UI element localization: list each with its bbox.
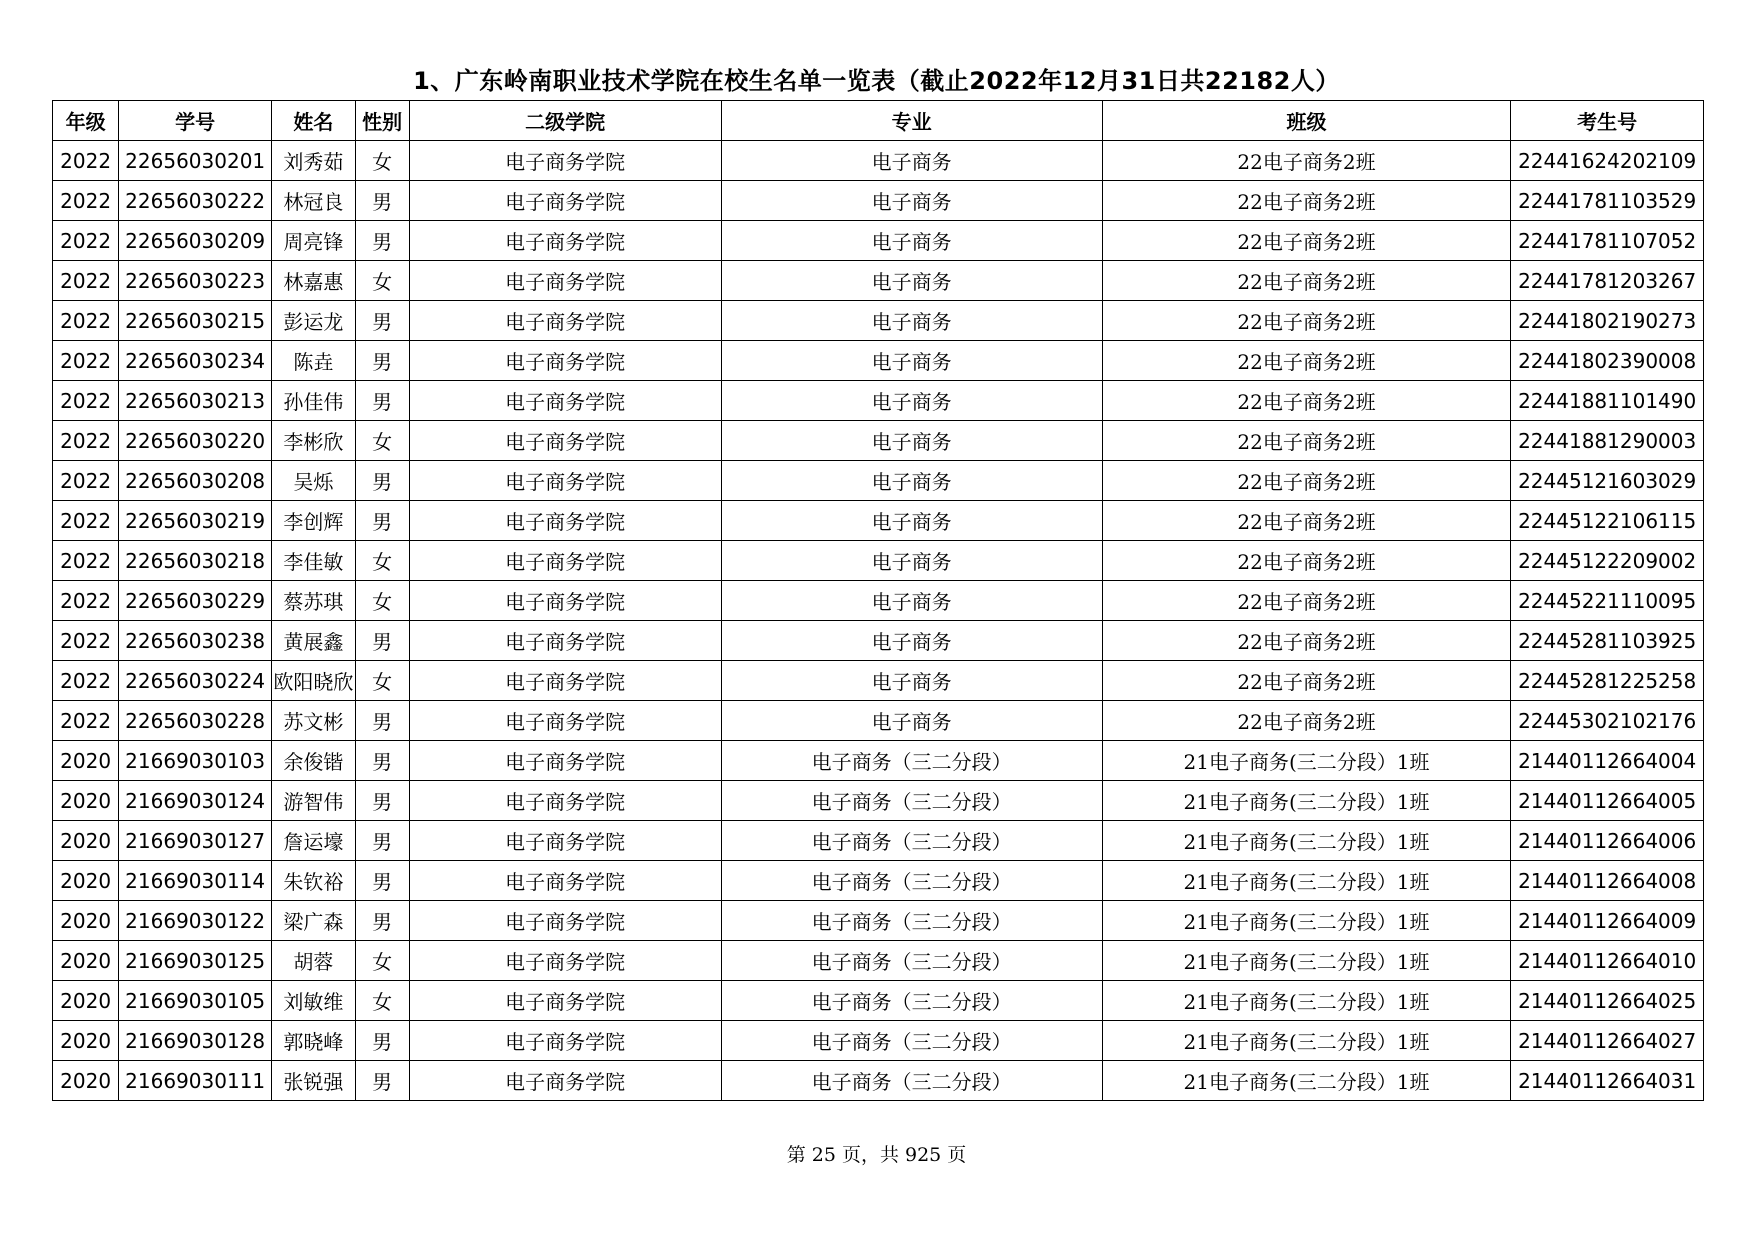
table-row bbox=[53, 461, 1704, 501]
name-cell: 刘秀茹 bbox=[272, 141, 356, 181]
grade-cell: 2022 bbox=[53, 141, 119, 181]
name-cell: 游智伟 bbox=[272, 781, 356, 821]
exam-number-cell: 21440112664009 bbox=[1511, 901, 1704, 941]
college-cell: 电子商务学院 bbox=[409, 781, 721, 821]
table-row bbox=[53, 661, 1704, 701]
student-roster-table bbox=[52, 100, 1704, 1101]
college-cell: 电子商务学院 bbox=[409, 701, 721, 741]
major-cell: 电子商务 bbox=[721, 701, 1102, 741]
table-row bbox=[53, 381, 1704, 421]
class-cell: 22电子商务2班 bbox=[1102, 701, 1511, 741]
table-body bbox=[53, 141, 1704, 1101]
class-cell: 21电子商务(三二分段）1班 bbox=[1102, 941, 1511, 981]
college-cell: 电子商务学院 bbox=[409, 261, 721, 301]
class-cell: 22电子商务2班 bbox=[1102, 501, 1511, 541]
grade-cell: 2022 bbox=[53, 421, 119, 461]
exam-number-cell: 22445281103925 bbox=[1511, 621, 1704, 661]
student-id-cell: 22656030229 bbox=[119, 581, 272, 621]
table-row bbox=[53, 821, 1704, 861]
exam-number-cell: 21440112664004 bbox=[1511, 741, 1704, 781]
gender-cell: 男 bbox=[355, 741, 409, 781]
major-cell: 电子商务 bbox=[721, 221, 1102, 261]
gender-cell: 男 bbox=[355, 301, 409, 341]
header-class: 班级 bbox=[1102, 101, 1511, 141]
class-cell: 22电子商务2班 bbox=[1102, 661, 1511, 701]
gender-cell: 男 bbox=[355, 181, 409, 221]
name-cell: 余俊锴 bbox=[272, 741, 356, 781]
student-id-cell: 21669030125 bbox=[119, 941, 272, 981]
exam-number-cell: 22445221110095 bbox=[1511, 581, 1704, 621]
student-id-cell: 21669030105 bbox=[119, 981, 272, 1021]
college-cell: 电子商务学院 bbox=[409, 541, 721, 581]
college-cell: 电子商务学院 bbox=[409, 501, 721, 541]
class-cell: 22电子商务2班 bbox=[1102, 621, 1511, 661]
name-cell: 李彬欣 bbox=[272, 421, 356, 461]
college-cell: 电子商务学院 bbox=[409, 621, 721, 661]
header-gender: 性别 bbox=[355, 101, 409, 141]
student-id-cell: 22656030222 bbox=[119, 181, 272, 221]
student-id-cell: 22656030215 bbox=[119, 301, 272, 341]
major-cell: 电子商务 bbox=[721, 621, 1102, 661]
gender-cell: 男 bbox=[355, 381, 409, 421]
grade-cell: 2022 bbox=[53, 621, 119, 661]
grade-cell: 2020 bbox=[53, 981, 119, 1021]
gender-cell: 女 bbox=[355, 141, 409, 181]
major-cell: 电子商务（三二分段） bbox=[721, 781, 1102, 821]
student-id-cell: 21669030111 bbox=[119, 1061, 272, 1101]
name-cell: 李创辉 bbox=[272, 501, 356, 541]
table-row bbox=[53, 181, 1704, 221]
page-footer: 第 25 页，共 925 页 bbox=[786, 1144, 967, 1166]
class-cell: 22电子商务2班 bbox=[1102, 181, 1511, 221]
student-id-cell: 21669030127 bbox=[119, 821, 272, 861]
exam-number-cell: 22445122209002 bbox=[1511, 541, 1704, 581]
student-id-cell: 22656030219 bbox=[119, 501, 272, 541]
exam-number-cell: 22441881101490 bbox=[1511, 381, 1704, 421]
name-cell: 李佳敏 bbox=[272, 541, 356, 581]
header-name: 姓名 bbox=[272, 101, 356, 141]
grade-cell: 2020 bbox=[53, 741, 119, 781]
gender-cell: 男 bbox=[355, 821, 409, 861]
class-cell: 21电子商务(三二分段）1班 bbox=[1102, 821, 1511, 861]
class-cell: 21电子商务(三二分段）1班 bbox=[1102, 781, 1511, 821]
college-cell: 电子商务学院 bbox=[409, 741, 721, 781]
major-cell: 电子商务（三二分段） bbox=[721, 981, 1102, 1021]
gender-cell: 女 bbox=[355, 261, 409, 301]
major-cell: 电子商务 bbox=[721, 141, 1102, 181]
exam-number-cell: 21440112664006 bbox=[1511, 821, 1704, 861]
gender-cell: 男 bbox=[355, 221, 409, 261]
name-cell: 胡蓉 bbox=[272, 941, 356, 981]
grade-cell: 2022 bbox=[53, 301, 119, 341]
student-id-cell: 22656030201 bbox=[119, 141, 272, 181]
grade-cell: 2022 bbox=[53, 541, 119, 581]
exam-number-cell: 22445122106115 bbox=[1511, 501, 1704, 541]
name-cell: 林嘉惠 bbox=[272, 261, 356, 301]
header-grade: 年级 bbox=[53, 101, 119, 141]
class-cell: 22电子商务2班 bbox=[1102, 541, 1511, 581]
gender-cell: 女 bbox=[355, 661, 409, 701]
name-cell: 彭运龙 bbox=[272, 301, 356, 341]
grade-cell: 2022 bbox=[53, 381, 119, 421]
student-id-cell: 22656030213 bbox=[119, 381, 272, 421]
name-cell: 欧阳晓欣 bbox=[272, 661, 356, 701]
grade-cell: 2022 bbox=[53, 461, 119, 501]
gender-cell: 男 bbox=[355, 1061, 409, 1101]
gender-cell: 男 bbox=[355, 461, 409, 501]
student-id-cell: 22656030218 bbox=[119, 541, 272, 581]
major-cell: 电子商务 bbox=[721, 301, 1102, 341]
exam-number-cell: 22441781203267 bbox=[1511, 261, 1704, 301]
gender-cell: 男 bbox=[355, 901, 409, 941]
college-cell: 电子商务学院 bbox=[409, 661, 721, 701]
table-row bbox=[53, 541, 1704, 581]
student-id-cell: 22656030238 bbox=[119, 621, 272, 661]
gender-cell: 女 bbox=[355, 941, 409, 981]
college-cell: 电子商务学院 bbox=[409, 821, 721, 861]
table-row bbox=[53, 501, 1704, 541]
gender-cell: 男 bbox=[355, 501, 409, 541]
table-row bbox=[53, 221, 1704, 261]
major-cell: 电子商务（三二分段） bbox=[721, 901, 1102, 941]
class-cell: 22电子商务2班 bbox=[1102, 221, 1511, 261]
table-row bbox=[53, 621, 1704, 661]
exam-number-cell: 22445281225258 bbox=[1511, 661, 1704, 701]
class-cell: 21电子商务(三二分段）1班 bbox=[1102, 981, 1511, 1021]
major-cell: 电子商务（三二分段） bbox=[721, 741, 1102, 781]
table-row bbox=[53, 981, 1704, 1021]
class-cell: 22电子商务2班 bbox=[1102, 581, 1511, 621]
name-cell: 苏文彬 bbox=[272, 701, 356, 741]
college-cell: 电子商务学院 bbox=[409, 181, 721, 221]
college-cell: 电子商务学院 bbox=[409, 901, 721, 941]
major-cell: 电子商务 bbox=[721, 581, 1102, 621]
name-cell: 郭晓峰 bbox=[272, 1021, 356, 1061]
major-cell: 电子商务 bbox=[721, 501, 1102, 541]
student-id-cell: 22656030224 bbox=[119, 661, 272, 701]
college-cell: 电子商务学院 bbox=[409, 141, 721, 181]
grade-cell: 2020 bbox=[53, 821, 119, 861]
class-cell: 21电子商务(三二分段）1班 bbox=[1102, 861, 1511, 901]
student-id-cell: 22656030223 bbox=[119, 261, 272, 301]
exam-number-cell: 21440112664031 bbox=[1511, 1061, 1704, 1101]
header-student-id: 学号 bbox=[119, 101, 272, 141]
class-cell: 22电子商务2班 bbox=[1102, 341, 1511, 381]
class-cell: 22电子商务2班 bbox=[1102, 141, 1511, 181]
grade-cell: 2020 bbox=[53, 901, 119, 941]
major-cell: 电子商务 bbox=[721, 341, 1102, 381]
name-cell: 陈垚 bbox=[272, 341, 356, 381]
student-id-cell: 21669030124 bbox=[119, 781, 272, 821]
class-cell: 22电子商务2班 bbox=[1102, 381, 1511, 421]
major-cell: 电子商务 bbox=[721, 381, 1102, 421]
class-cell: 21电子商务(三二分段）1班 bbox=[1102, 1021, 1511, 1061]
major-cell: 电子商务（三二分段） bbox=[721, 941, 1102, 981]
table-row bbox=[53, 861, 1704, 901]
college-cell: 电子商务学院 bbox=[409, 941, 721, 981]
grade-cell: 2020 bbox=[53, 861, 119, 901]
table-row bbox=[53, 741, 1704, 781]
exam-number-cell: 21440112664025 bbox=[1511, 981, 1704, 1021]
college-cell: 电子商务学院 bbox=[409, 221, 721, 261]
gender-cell: 男 bbox=[355, 701, 409, 741]
grade-cell: 2020 bbox=[53, 1061, 119, 1101]
name-cell: 吴烁 bbox=[272, 461, 356, 501]
major-cell: 电子商务 bbox=[721, 541, 1102, 581]
major-cell: 电子商务 bbox=[721, 261, 1102, 301]
major-cell: 电子商务（三二分段） bbox=[721, 1061, 1102, 1101]
class-cell: 22电子商务2班 bbox=[1102, 421, 1511, 461]
grade-cell: 2020 bbox=[53, 941, 119, 981]
student-id-cell: 21669030128 bbox=[119, 1021, 272, 1061]
table-row bbox=[53, 1061, 1704, 1101]
class-cell: 22电子商务2班 bbox=[1102, 461, 1511, 501]
college-cell: 电子商务学院 bbox=[409, 421, 721, 461]
class-cell: 22电子商务2班 bbox=[1102, 301, 1511, 341]
major-cell: 电子商务（三二分段） bbox=[721, 821, 1102, 861]
table-row bbox=[53, 581, 1704, 621]
college-cell: 电子商务学院 bbox=[409, 1061, 721, 1101]
major-cell: 电子商务 bbox=[721, 661, 1102, 701]
table-row bbox=[53, 301, 1704, 341]
exam-number-cell: 22445121603029 bbox=[1511, 461, 1704, 501]
name-cell: 孙佳伟 bbox=[272, 381, 356, 421]
student-id-cell: 21669030103 bbox=[119, 741, 272, 781]
name-cell: 张锐强 bbox=[272, 1061, 356, 1101]
gender-cell: 女 bbox=[355, 421, 409, 461]
exam-number-cell: 22441781107052 bbox=[1511, 221, 1704, 261]
college-cell: 电子商务学院 bbox=[409, 1021, 721, 1061]
class-cell: 22电子商务2班 bbox=[1102, 261, 1511, 301]
major-cell: 电子商务 bbox=[721, 461, 1102, 501]
gender-cell: 男 bbox=[355, 781, 409, 821]
table-row bbox=[53, 141, 1704, 181]
name-cell: 詹运壕 bbox=[272, 821, 356, 861]
class-cell: 21电子商务(三二分段）1班 bbox=[1102, 1061, 1511, 1101]
gender-cell: 女 bbox=[355, 581, 409, 621]
major-cell: 电子商务 bbox=[721, 421, 1102, 461]
college-cell: 电子商务学院 bbox=[409, 341, 721, 381]
name-cell: 朱钦裕 bbox=[272, 861, 356, 901]
major-cell: 电子商务（三二分段） bbox=[721, 1021, 1102, 1061]
college-cell: 电子商务学院 bbox=[409, 301, 721, 341]
gender-cell: 男 bbox=[355, 341, 409, 381]
exam-number-cell: 22441802190273 bbox=[1511, 301, 1704, 341]
major-cell: 电子商务 bbox=[721, 181, 1102, 221]
table-row bbox=[53, 781, 1704, 821]
table-row bbox=[53, 901, 1704, 941]
page-title: 1、广东岭南职业技术学院在校生名单一览表（截止2022年12月31日共22182人） bbox=[413, 67, 1340, 95]
college-cell: 电子商务学院 bbox=[409, 381, 721, 421]
header-exam-number: 考生号 bbox=[1511, 101, 1704, 141]
table-row bbox=[53, 421, 1704, 461]
exam-number-cell: 22445302102176 bbox=[1511, 701, 1704, 741]
gender-cell: 男 bbox=[355, 1021, 409, 1061]
exam-number-cell: 22441881290003 bbox=[1511, 421, 1704, 461]
student-id-cell: 22656030220 bbox=[119, 421, 272, 461]
college-cell: 电子商务学院 bbox=[409, 981, 721, 1021]
grade-cell: 2022 bbox=[53, 341, 119, 381]
name-cell: 黄展鑫 bbox=[272, 621, 356, 661]
college-cell: 电子商务学院 bbox=[409, 581, 721, 621]
gender-cell: 女 bbox=[355, 981, 409, 1021]
grade-cell: 2022 bbox=[53, 701, 119, 741]
class-cell: 21电子商务(三二分段）1班 bbox=[1102, 901, 1511, 941]
exam-number-cell: 21440112664005 bbox=[1511, 781, 1704, 821]
table-row bbox=[53, 941, 1704, 981]
college-cell: 电子商务学院 bbox=[409, 461, 721, 501]
exam-number-cell: 21440112664010 bbox=[1511, 941, 1704, 981]
table-header-row bbox=[53, 101, 1704, 141]
student-id-cell: 22656030209 bbox=[119, 221, 272, 261]
exam-number-cell: 21440112664027 bbox=[1511, 1021, 1704, 1061]
student-id-cell: 21669030114 bbox=[119, 861, 272, 901]
grade-cell: 2020 bbox=[53, 781, 119, 821]
grade-cell: 2022 bbox=[53, 221, 119, 261]
table-row bbox=[53, 701, 1704, 741]
gender-cell: 男 bbox=[355, 621, 409, 661]
name-cell: 刘敏维 bbox=[272, 981, 356, 1021]
student-id-cell: 22656030234 bbox=[119, 341, 272, 381]
table-row bbox=[53, 1021, 1704, 1061]
name-cell: 梁广森 bbox=[272, 901, 356, 941]
major-cell: 电子商务（三二分段） bbox=[721, 861, 1102, 901]
grade-cell: 2020 bbox=[53, 1021, 119, 1061]
exam-number-cell: 22441781103529 bbox=[1511, 181, 1704, 221]
student-id-cell: 21669030122 bbox=[119, 901, 272, 941]
exam-number-cell: 22441802390008 bbox=[1511, 341, 1704, 381]
grade-cell: 2022 bbox=[53, 501, 119, 541]
student-id-cell: 22656030208 bbox=[119, 461, 272, 501]
gender-cell: 女 bbox=[355, 541, 409, 581]
header-major: 专业 bbox=[721, 101, 1102, 141]
college-cell: 电子商务学院 bbox=[409, 861, 721, 901]
exam-number-cell: 22441624202109 bbox=[1511, 141, 1704, 181]
gender-cell: 男 bbox=[355, 861, 409, 901]
grade-cell: 2022 bbox=[53, 261, 119, 301]
grade-cell: 2022 bbox=[53, 181, 119, 221]
name-cell: 周亮锋 bbox=[272, 221, 356, 261]
student-id-cell: 22656030228 bbox=[119, 701, 272, 741]
table-row bbox=[53, 341, 1704, 381]
name-cell: 林冠良 bbox=[272, 181, 356, 221]
grade-cell: 2022 bbox=[53, 661, 119, 701]
class-cell: 21电子商务(三二分段）1班 bbox=[1102, 741, 1511, 781]
exam-number-cell: 21440112664008 bbox=[1511, 861, 1704, 901]
header-college: 二级学院 bbox=[409, 101, 721, 141]
grade-cell: 2022 bbox=[53, 581, 119, 621]
table-row bbox=[53, 261, 1704, 301]
name-cell: 蔡苏琪 bbox=[272, 581, 356, 621]
